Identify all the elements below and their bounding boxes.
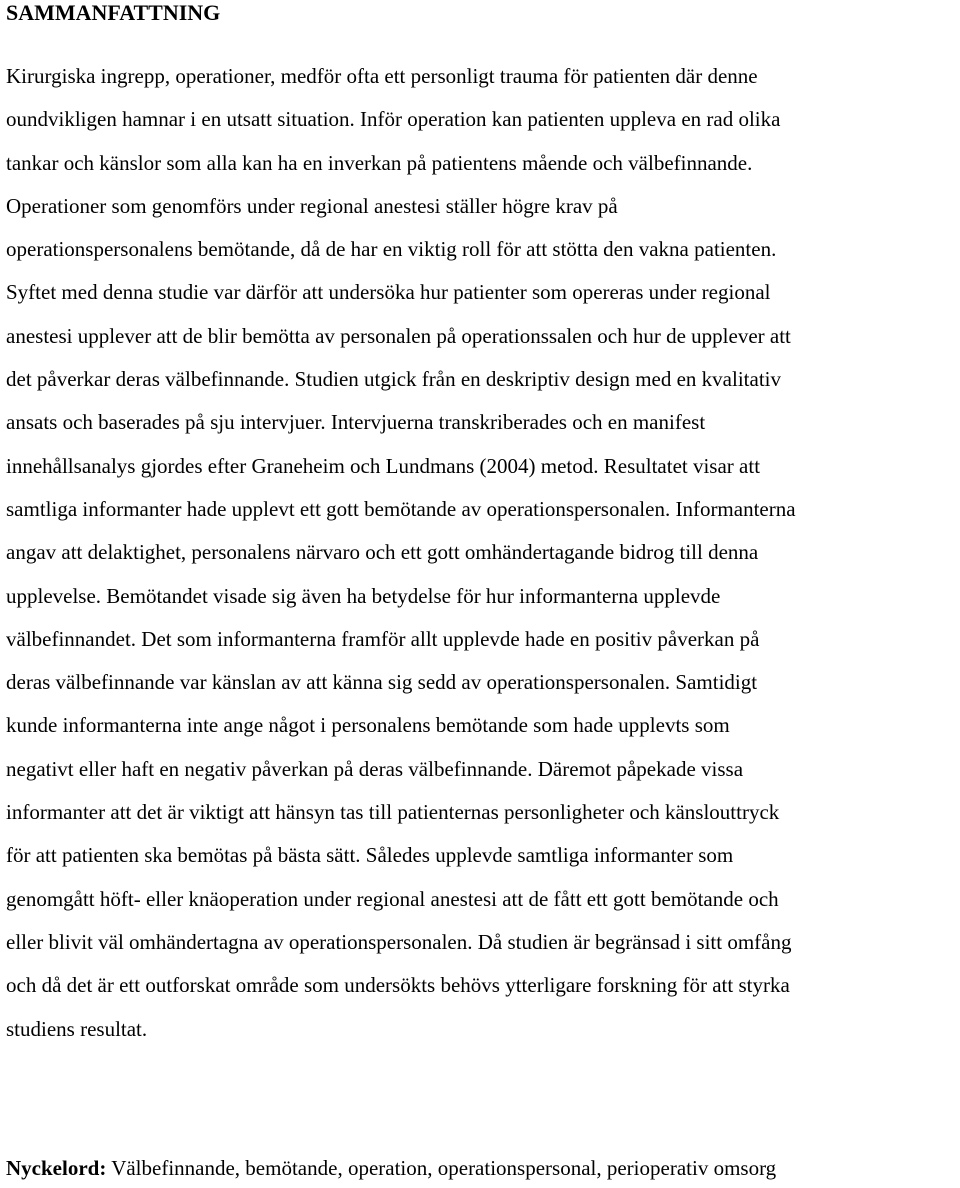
abstract-line: informanter att det är viktigt att hänsyn tas till patienternas personligheter och känslouttryck — [6, 800, 780, 825]
page-title: SAMMANFATTNING — [6, 0, 221, 25]
abstract-line: deras välbefinnande var känslan av att känna sig sedd av operationspersonalen. Samtidigt — [6, 670, 758, 695]
abstract-line: genomgått höft- eller knäoperation under regional anestesi att de fått ett gott bemötande och — [6, 886, 779, 911]
abstract-line: Operationer som genomförs under regional anestesi ställer högre krav på — [6, 193, 618, 218]
keywords-text: Välbefinnande, bemötande, operation, operationspersonal, perioperativ omsorg — [106, 1156, 777, 1180]
abstract-line: och då det är ett outforskat område som undersökts behövs ytterligare forskning för att styrka — [6, 973, 790, 998]
abstract-line: upplevelse. Bemötandet visade sig även ha betydelse för hur informanterna upplevde — [6, 583, 721, 608]
abstract-line: oundvikligen hamnar i en utsatt situation. Inför operation kan patienten uppleva en rad olika — [6, 107, 781, 132]
abstract-line: innehållsanalys gjordes efter Graneheim och Lundmans (2004) metod. Resultatet visar att — [6, 453, 761, 478]
abstract-line: samtliga informanter hade upplevt ett gott bemötande av operationspersonalen. Informanterna — [6, 496, 796, 521]
abstract-line: det påverkar deras välbefinnande. Studien utgick från en deskriptiv design med en kvalitativ — [6, 367, 782, 392]
abstract-line: angav att delaktighet, personalens närvaro och ett gott omhändertagande bidrog till denna — [6, 540, 759, 565]
abstract-line: kunde informanterna inte ange något i personalens bemötande som hade upplevts som — [6, 713, 730, 738]
abstract-line: Kirurgiska ingrepp, operationer, medför ofta ett personligt trauma för patienten där denne — [6, 64, 758, 88]
abstract-line: välbefinnandet. Det som informanterna framför allt upplevde hade en positiv påverkan på — [6, 626, 760, 651]
abstract-line: ansats och baserades på sju intervjuer. Intervjuerna transkriberades och en manifest — [6, 410, 706, 435]
abstract-line: eller blivit väl omhändertagna av operationspersonalen. Då studien är begränsad i sitt omfång — [6, 929, 792, 954]
abstract-line: Syftet med denna studie var därför att undersöka hur patienter som opereras under regional — [6, 280, 771, 305]
abstract-line: för att patienten ska bemötas på bästa sätt. Således upplevde samtliga informanter som — [6, 843, 734, 868]
abstract-line: studiens resultat. — [6, 1016, 148, 1041]
abstract-line: tankar och känslor som alla kan ha en inverkan på patientens mående och välbefinnande. — [6, 150, 753, 175]
abstract-line: anestesi upplever att de blir bemötta av personalen på operationssalen och hur de upplever att — [6, 323, 791, 348]
abstract-line: operationspersonalens bemötande, då de har en viktig roll för att stötta den vakna patienten. — [6, 237, 777, 262]
keywords-label: Nyckelord: — [6, 1156, 107, 1180]
abstract-paragraph — [6, 55, 954, 1051]
keywords-line — [6, 1153, 954, 1183]
abstract-line: negativt eller haft en negativ påverkan på deras välbefinnande. Däremot påpekade vissa — [6, 756, 744, 781]
